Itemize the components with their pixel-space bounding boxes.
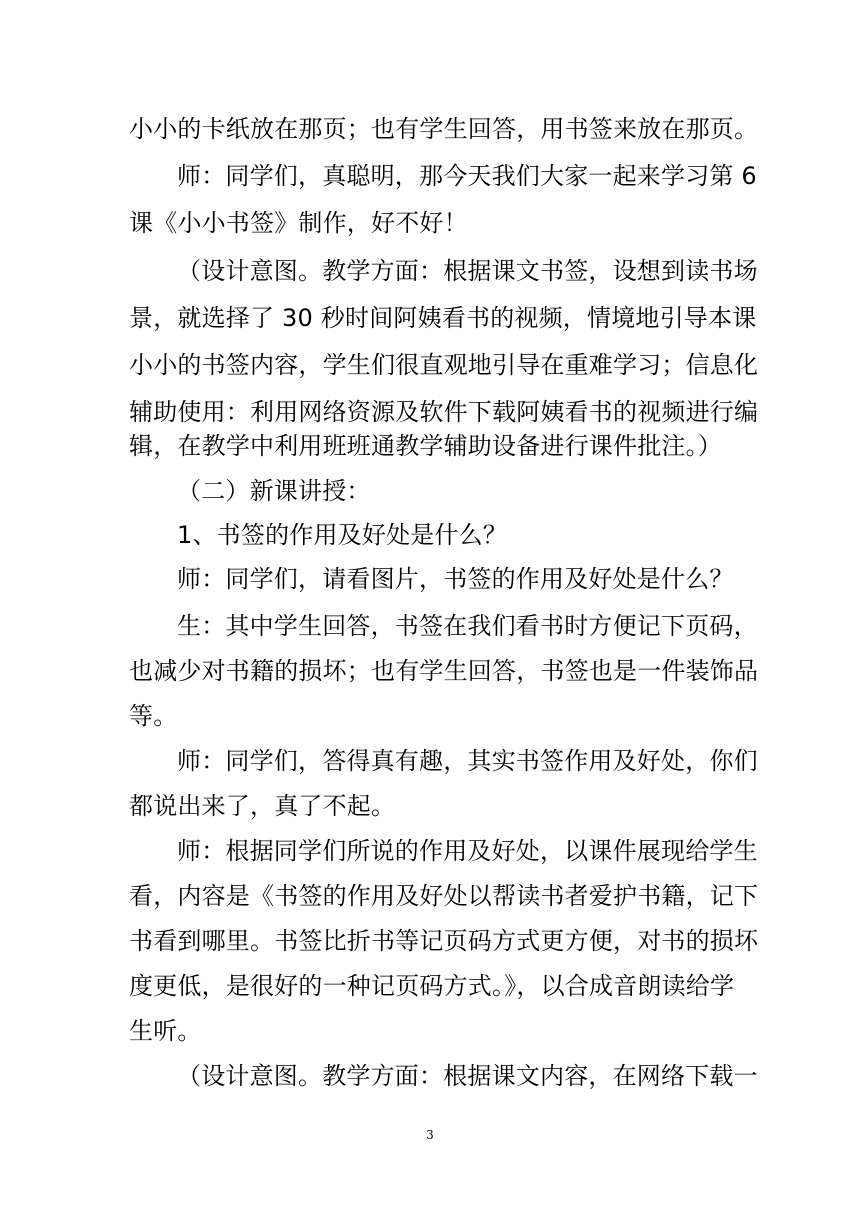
paragraph-line: 师：同学们，答得真有趣，其实书签作用及好处，你们 [177, 747, 758, 775]
paragraph-line: 度更低，是很好的一种记页码方式。》，以合成音朗读给学 [129, 972, 735, 1000]
subsection-heading: 1、书签的作用及好处是什么？ [177, 521, 508, 549]
paragraph-line: 师：同学们，请看图片，书签的作用及好处是什么？ [177, 565, 734, 593]
paragraph-line: 书看到哪里。书签比折书等记页码方式更方便，对书的损坏 [129, 927, 759, 955]
paragraph-line: 师：同学们，真聪明，那今天我们大家一起来学习第 6 [177, 162, 757, 190]
paragraph-line: （设计意图。教学方面：根据课文内容，在网络下载一 [177, 1062, 758, 1090]
paragraph-line: 生：其中学生回答，书签在我们看书时方便记下页码， [177, 612, 758, 640]
paragraph-line: 师：根据同学们所说的作用及好处，以课件展现给学生 [177, 837, 758, 865]
paragraph-line: 看，内容是《书签的作用及好处以帮读书者爱护书籍，记下 [129, 882, 759, 910]
paragraph-line: 辅助使用：利用网络资源及软件下载阿姨看书的视频进行编 [129, 398, 759, 426]
paragraph-line: 小小的卡纸放在那页；也有学生回答，用书签来放在那页。 [129, 115, 759, 143]
section-heading: （二）新课讲授： [177, 477, 371, 505]
paragraph-line: 等。 [129, 702, 178, 730]
paragraph-line: 小小的书签内容，学生们很直观地引导在重难学习；信息化 [129, 351, 759, 379]
page-number: 3 [426, 1128, 434, 1142]
paragraph-line: （设计意图。教学方面：根据课文书签，设想到读书场 [177, 257, 758, 285]
paragraph-line: 辑，在教学中利用班班通教学辅助设备进行课件批注。） [129, 432, 722, 460]
paragraph-line: 课《小小书签》制作，好不好！ [129, 209, 468, 237]
paragraph-line: 景，就选择了 30 秒时间阿姨看书的视频，情境地引导本课 [129, 304, 757, 332]
paragraph-line: 生听。 [129, 1017, 202, 1045]
paragraph-line: 也减少对书籍的损坏；也有学生回答，书签也是一件装饰品 [129, 657, 759, 685]
paragraph-line: 都说出来了，真了不起。 [129, 792, 396, 820]
